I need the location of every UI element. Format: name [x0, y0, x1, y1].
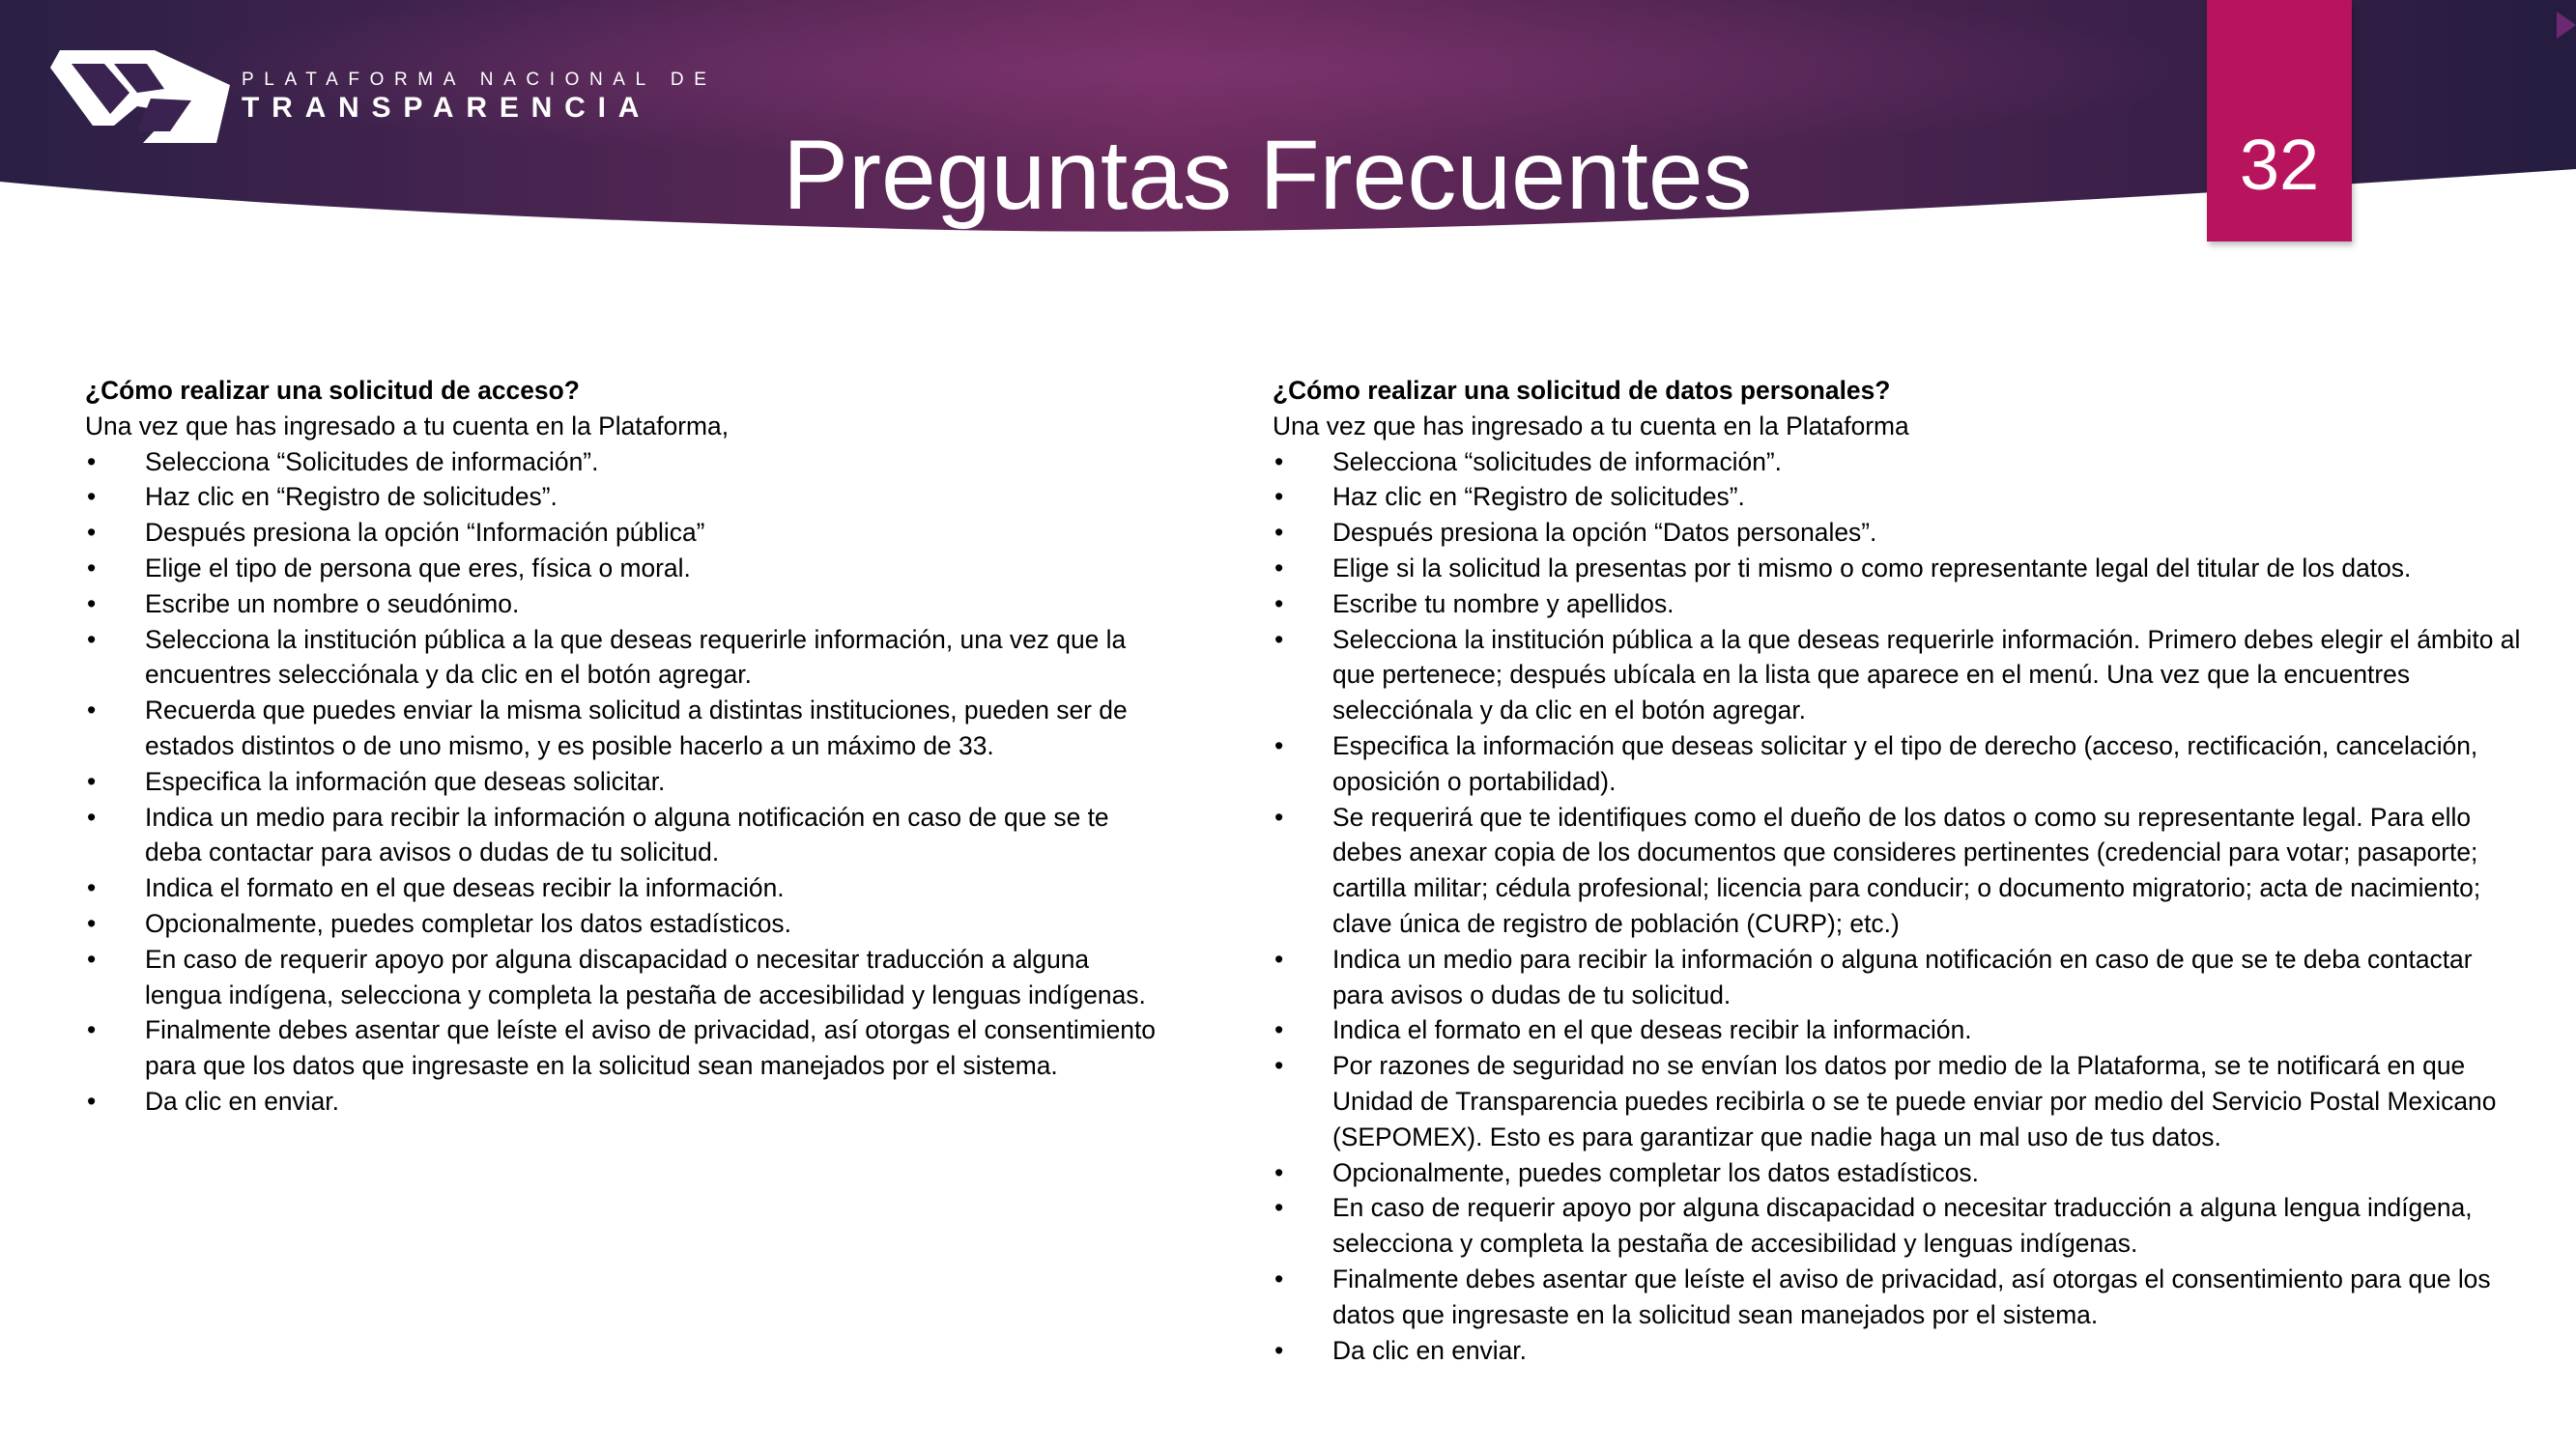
step-item: • Por razones de seguridad no se envían los datos por medio de la Plataforma, se te notificará en que Unidad de Transparencia puedes recibirla o se te puede enviar por medio del Servicio Postal Mexicano (SEPOMEX). Esto es para garantizar que nadie haga un mal uso de tus datos. [1273, 1048, 2529, 1154]
step-item: • En caso de requerir apoyo por alguna discapacidad o necesitar traducción a alguna lengua indígena, selecciona y completa la pestaña de accesibilidad y lenguas indígenas. [1273, 1190, 2529, 1262]
brand-line1: PLATAFORMA NACIONAL DE [242, 70, 717, 90]
step-item: • Selecciona la institución pública a la que deseas requerirle información. Primero debes elegir el ámbito al que pertenece; después ubícala en la lista que aparece en el menú. Una vez que la encuentres selecciónala y da clic en el botón agregar. [1273, 622, 2529, 728]
step-item: • En caso de requerir apoyo por alguna discapacidad o necesitar traducción a alguna lengua indígena, selecciona y completa la pestaña de accesibilidad y lenguas indígenas. [85, 942, 1167, 1013]
brand-line2: TRANSPARENCIA [242, 92, 652, 124]
faq-column-access [85, 373, 1167, 1120]
page-title: Preguntas Frecuentes [783, 120, 1753, 231]
faq-intro: Una vez que has ingresado a tu cuenta en la Plataforma [1273, 411, 1909, 440]
step-item: • Recuerda que puedes enviar la misma solicitud a distintas instituciones, pueden ser de estados distintos o de uno mismo, y es posible hacerlo a un máximo de 33. [85, 693, 1167, 764]
step-item: • Indica el formato en el que deseas recibir la información. [1273, 1012, 2529, 1048]
page-number-badge [2207, 0, 2352, 242]
step-item: • Haz clic en “Registro de solicitudes”. [1273, 479, 2529, 515]
faq-column-personal-data [1273, 373, 2529, 1368]
transparencia-logo-icon [46, 50, 230, 143]
faq-question: ¿Cómo realizar una solicitud de acceso? [85, 376, 580, 405]
step-item: • Opcionalmente, puedes completar los datos estadísticos. [1273, 1155, 2529, 1191]
step-item: • Da clic en enviar. [85, 1084, 1167, 1120]
step-item: • Indica el formato en el que deseas recibir la información. [85, 870, 1167, 906]
step-item: • Después presiona la opción “Información pública” [85, 515, 1167, 551]
step-item: • Especifica la información que deseas solicitar y el tipo de derecho (acceso, rectificación, cancelación, oposición o portabilidad). [1273, 728, 2529, 800]
step-item: • Finalmente debes asentar que leíste el aviso de privacidad, así otorgas el consentimiento para que los datos que ingresaste en la solicitud sean manejados por el sistema. [1273, 1262, 2529, 1333]
step-item: • Se requerirá que te identifiques como el dueño de los datos o como su representante legal. Para ello debes anexar copia de los documentos que consideres pertinentes (credencial para votar; pasaporte; cartilla militar; cédula profesional; licencia para conducir; o documento migratorio; acta de nacimiento; clave única de registro de población (CURP); etc.) [1273, 800, 2529, 942]
corner-arrow-icon [2557, 12, 2576, 39]
step-item: • Elige el tipo de persona que eres, física o moral. [85, 551, 1167, 586]
step-item: • Después presiona la opción “Datos personales”. [1273, 515, 2529, 551]
step-item: • Especifica la información que deseas solicitar. [85, 764, 1167, 800]
step-item: • Finalmente debes asentar que leíste el aviso de privacidad, así otorgas el consentimiento para que los datos que ingresaste en la solicitud sean manejados por el sistema. [85, 1012, 1167, 1084]
step-item: • Escribe un nombre o seudónimo. [85, 586, 1167, 622]
step-item: • Selecciona la institución pública a la que deseas requerirle información, una vez que la encuentres selecciónala y da clic en el botón agregar. [85, 622, 1167, 694]
steps-list [1273, 444, 2529, 1369]
step-item: • Da clic en enviar. [1273, 1333, 2529, 1369]
step-item: • Opcionalmente, puedes completar los datos estadísticos. [85, 906, 1167, 942]
faq-intro: Una vez que has ingresado a tu cuenta en la Plataforma, [85, 411, 730, 440]
step-item: • Selecciona “solicitudes de información”. [1273, 444, 2529, 480]
faq-question: ¿Cómo realizar una solicitud de datos personales? [1273, 376, 1891, 405]
page-number: 32 [2239, 125, 2320, 205]
step-item: • Haz clic en “Registro de solicitudes”. [85, 479, 1167, 515]
step-item: • Selecciona “Solicitudes de información”. [85, 444, 1167, 480]
step-item: • Elige si la solicitud la presentas por ti mismo o como representante legal del titular de los datos. [1273, 551, 2529, 586]
step-item: • Indica un medio para recibir la información o alguna notificación en caso de que se te deba contactar para avisos o dudas de tu solicitud. [1273, 942, 2529, 1013]
step-item: • Escribe tu nombre y apellidos. [1273, 586, 2529, 622]
steps-list [85, 444, 1167, 1120]
step-item: • Indica un medio para recibir la información o alguna notificación en caso de que se te deba contactar para avisos o dudas de tu solicitud. [85, 800, 1167, 871]
